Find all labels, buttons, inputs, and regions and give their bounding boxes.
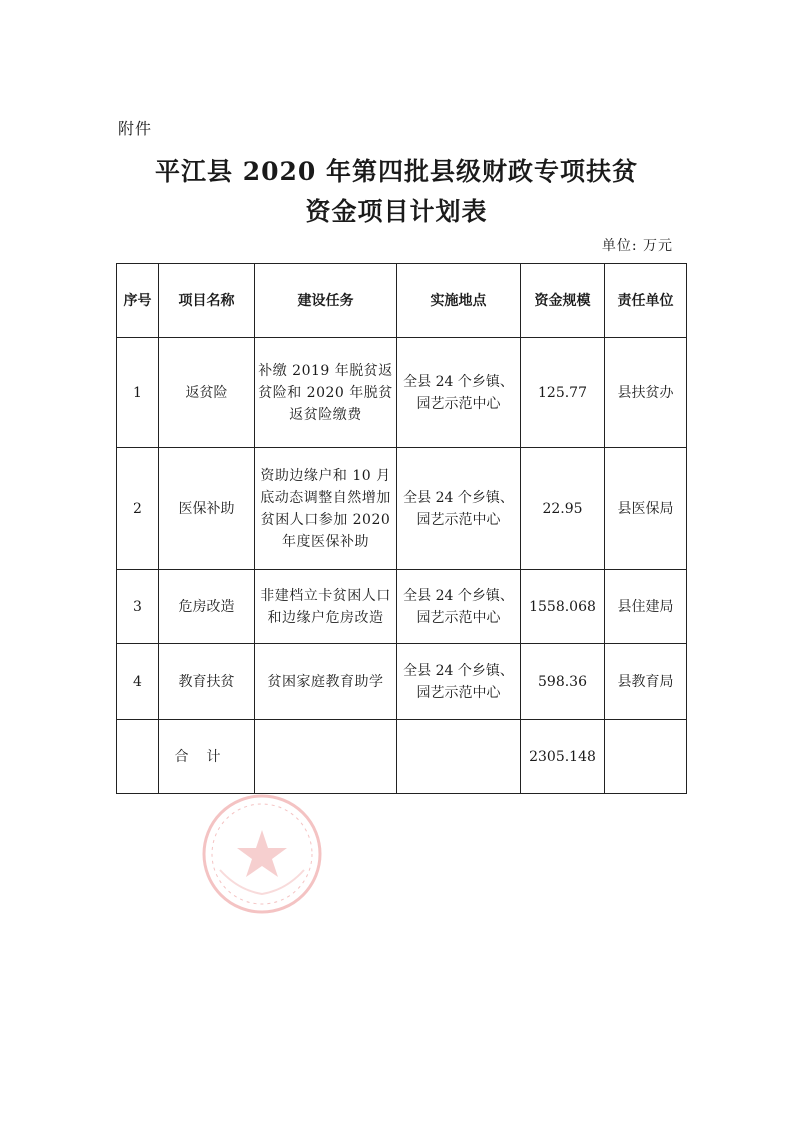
official-seal-stamp	[198, 790, 326, 918]
cell-seq: 4	[117, 644, 159, 720]
task-line: 补缴 2019 年脱贫返	[258, 362, 393, 379]
cell-location	[397, 448, 521, 570]
task-line: 底动态调整自然增加	[260, 489, 391, 506]
task-line: 贫险和 2020 年脱贫	[258, 384, 393, 401]
cell-name: 危房改造	[159, 570, 255, 644]
cell-seq: 1	[117, 338, 159, 448]
header-location: 实施地点	[397, 264, 521, 338]
cell-responsible: 县教育局	[605, 644, 687, 720]
cell-name: 医保补助	[159, 448, 255, 570]
cell-location	[397, 570, 521, 644]
table-header-row	[117, 264, 687, 338]
cell-amount: 22.95	[521, 448, 605, 570]
task-line: 非建档立卡贫困人口	[260, 587, 391, 604]
cell-name: 返贫险	[159, 338, 255, 448]
cell-empty	[397, 720, 521, 794]
total-label: 合计	[159, 720, 255, 794]
plan-table	[116, 263, 687, 794]
location-line: 园艺示范中心	[416, 609, 501, 626]
location-line: 园艺示范中心	[416, 395, 501, 412]
cell-amount: 1558.068	[521, 570, 605, 644]
cell-task	[255, 338, 397, 448]
task-line: 贫困人口参加 2020	[260, 511, 391, 528]
cell-amount: 125.77	[521, 338, 605, 448]
cell-responsible: 县住建局	[605, 570, 687, 644]
cell-task	[255, 644, 397, 720]
table-total-row	[117, 720, 687, 794]
table-row	[117, 644, 687, 720]
unit-label: 单位: 万元	[601, 238, 673, 254]
header-amount: 资金规模	[521, 264, 605, 338]
cell-task	[255, 570, 397, 644]
cell-empty	[255, 720, 397, 794]
header-name: 项目名称	[159, 264, 255, 338]
cell-seq: 2	[117, 448, 159, 570]
cell-responsible: 县扶贫办	[605, 338, 687, 448]
location-line: 全县 24 个乡镇、	[403, 587, 514, 604]
attachment-label: 附件	[118, 119, 153, 138]
total-amount: 2305.148	[521, 720, 605, 794]
location-line: 园艺示范中心	[416, 684, 501, 701]
table-row	[117, 448, 687, 570]
cell-location	[397, 644, 521, 720]
table-row	[117, 338, 687, 448]
task-line: 返贫险缴费	[289, 406, 362, 423]
cell-empty	[605, 720, 687, 794]
cell-name: 教育扶贫	[159, 644, 255, 720]
task-line: 和边缘户危房改造	[267, 609, 384, 626]
task-line: 资助边缘户和 10 月	[260, 467, 391, 484]
header-task: 建设任务	[255, 264, 397, 338]
location-line: 全县 24 个乡镇、	[403, 489, 514, 506]
location-line: 园艺示范中心	[416, 511, 501, 528]
location-line: 全县 24 个乡镇、	[403, 662, 514, 679]
cell-seq: 3	[117, 570, 159, 644]
table-row	[117, 570, 687, 644]
cell-responsible: 县医保局	[605, 448, 687, 570]
cell-location	[397, 338, 521, 448]
task-line: 年度医保补助	[282, 533, 369, 550]
document-title-line1: 平江县 2020 年第四批县级财政专项扶贫	[155, 157, 638, 186]
document-title-line2: 资金项目计划表	[305, 197, 488, 226]
cell-amount: 598.36	[521, 644, 605, 720]
header-responsible: 责任单位	[605, 264, 687, 338]
task-line: 贫困家庭教育助学	[267, 673, 384, 690]
cell-task	[255, 448, 397, 570]
location-line: 全县 24 个乡镇、	[403, 373, 514, 390]
header-seq: 序号	[117, 264, 159, 338]
cell-empty	[117, 720, 159, 794]
